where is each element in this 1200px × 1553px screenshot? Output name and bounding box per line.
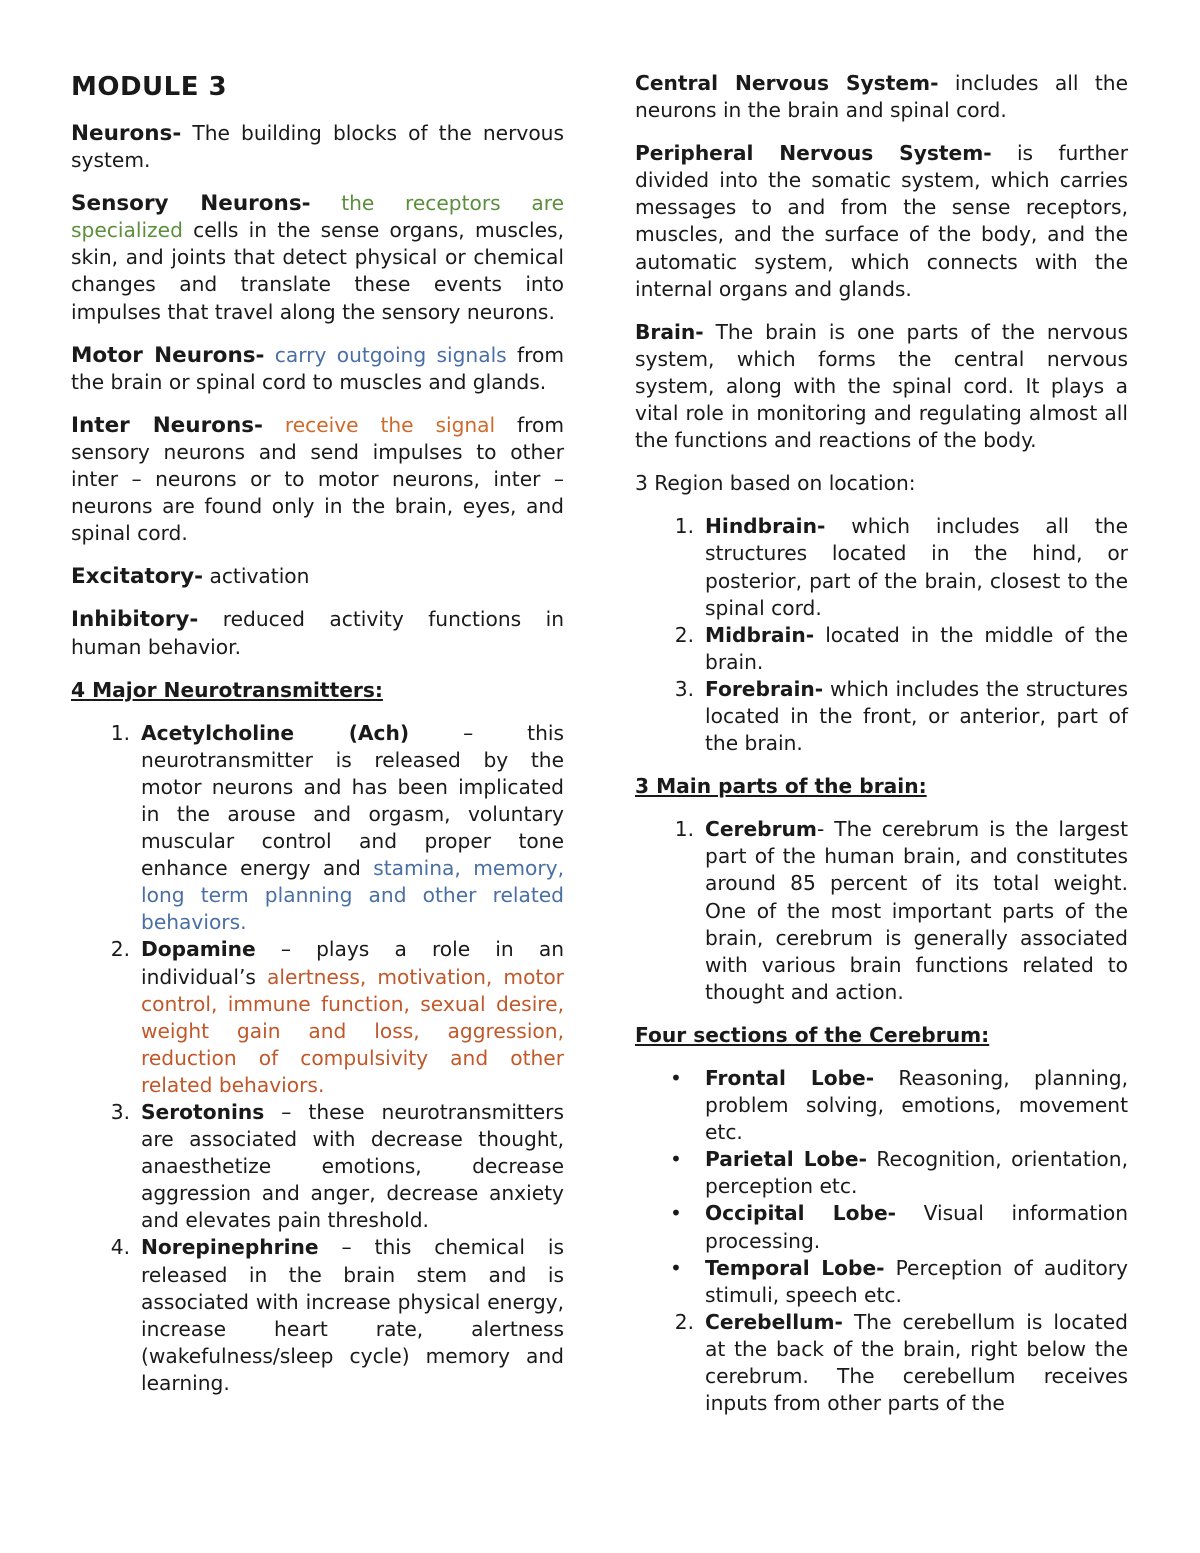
- left-column: [71, 70, 564, 1397]
- def-excitatory: Excitatory- activation: [71, 564, 310, 590]
- neurotransmitter-list: [71, 720, 564, 1397]
- list-item: 1. Acetylcholine (Ach) – this neurotransmitter is released by the motor neurons and has been implicated in the arouse and orgasm, voluntary muscular control and proper tone enhance energy and stamina, memory, long term planning and other related behaviors.: [110, 720, 565, 935]
- brain-parts-heading: 3 Main parts of the brain:: [635, 774, 927, 799]
- list-item: 1. Cerebrum- The cerebrum is the largest part of the human brain, and constitutes around 85 percent of its total weight. One of the most important parts of the brain, cerebrum is generally associated with various brain functions related to thought and action.: [674, 817, 1128, 1004]
- list-item: 3. Serotonins – these neurotransmitters are associated with decrease thought, anaesthetize emotions, decrease aggression and anger, decrease anxiety and elevates pain threshold.: [110, 1100, 564, 1233]
- list-item: • Temporal Lobe- Perception of auditory stimuli, speech etc.: [670, 1255, 1128, 1307]
- def-cns: Central Nervous System- includes all the neurons in the brain and spinal cord.: [635, 71, 1128, 123]
- module-title: MODULE 3: [71, 72, 228, 102]
- neurotransmitters-heading: 4 Major Neurotransmitters:: [71, 677, 383, 702]
- region-list: [635, 513, 1128, 757]
- def-neurons: Neurons- The building blocks of the nervous system.: [71, 121, 564, 173]
- region-intro: 3 Region based on location:: [635, 471, 916, 496]
- list-item: 2. Dopamine – plays a role in an individual’s alertness, motivation, motor control, immune function, sexual desire, weight gain and loss, aggression, reduction of compulsivity and other related behaviors.: [110, 937, 564, 1097]
- list-item: • Parietal Lobe- Recognition, orientation, perception etc.: [670, 1147, 1128, 1199]
- brain-parts-list-continued: [635, 1309, 1128, 1417]
- list-item: 2. Cerebellum- The cerebellum is located at the back of the brain, right below the cerebrum. The cerebellum receives inputs from other parts of the: [674, 1309, 1128, 1416]
- list-item: 1. Hindbrain- which includes all the structures located in the hind, or posterior, part of the brain, closest to the spinal cord.: [674, 514, 1128, 620]
- list-item: • Frontal Lobe- Reasoning, planning, problem solving, emotions, movement etc.: [670, 1066, 1128, 1145]
- list-item: 3. Forebrain- which includes the structures located in the front, or anterior, part of the brain.: [674, 676, 1128, 756]
- lobe-list: [635, 1065, 1128, 1309]
- def-motor-neurons: Motor Neurons- carry outgoing signals from the brain or spinal cord to muscles and glands.: [71, 342, 564, 394]
- brain-parts-list: [635, 816, 1128, 1006]
- def-sensory-neurons: Sensory Neurons- the receptors are specialized cells in the sense organs, muscles, skin, and joints that detect physical or chemical changes and translate these events into impulses that travel along the sensory neurons.: [71, 191, 564, 324]
- list-item: • Occipital Lobe- Visual information processing.: [670, 1201, 1128, 1253]
- list-item: 2. Midbrain- located in the middle of the brain.: [674, 622, 1128, 674]
- def-pns: Peripheral Nervous System- is further divided into the somatic system, which carries messages to and from the sense receptors, muscles, and the surface of the body, and the automatic system, which connects with the internal organs and glands.: [635, 141, 1128, 301]
- def-inhibitory: Inhibitory- reduced activity functions in human behavior.: [71, 607, 564, 659]
- def-inter-neurons: Inter Neurons- receive the signal from sensory neurons and send impulses to other inter – neurons or to motor neurons, inter – neurons are found only in the brain, eyes, and spinal cord.: [71, 412, 564, 546]
- def-brain: Brain- The brain is one parts of the nervous system, which forms the central nervous system, along with the spinal cord. It plays a vital role in monitoring and regulating almost all the functions and reactions of the body.: [635, 319, 1128, 453]
- cerebrum-sections-heading: Four sections of the Cerebrum:: [635, 1022, 990, 1047]
- list-item: 4. Norepinephrine – this chemical is released in the brain stem and is associated with increase physical energy, increase heart rate, alertness (wakefulness/sleep cycle) memory and learning.: [110, 1235, 564, 1395]
- right-column: [635, 70, 1128, 1417]
